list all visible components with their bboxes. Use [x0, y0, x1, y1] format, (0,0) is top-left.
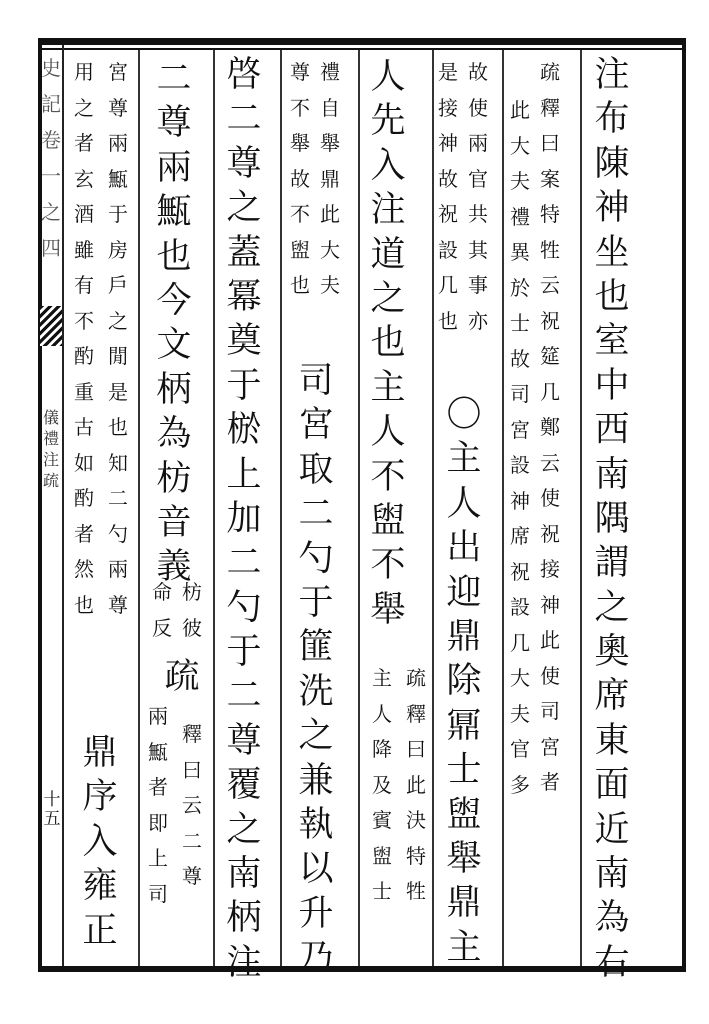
glyph: 兩 [148, 704, 168, 728]
glyph: 雖 [74, 237, 94, 262]
glyph: 釋 [182, 722, 202, 746]
glyph: 官 [510, 737, 530, 761]
glyph: 盥 [446, 794, 482, 835]
glyph: 鼎 [82, 733, 118, 773]
glyph: 枋 [156, 458, 192, 499]
glyph: 接 [540, 557, 560, 581]
glyph: 舉 [290, 131, 310, 155]
commentary-line [106, 62, 130, 630]
glyph: 不 [370, 545, 406, 586]
column-rule [358, 50, 360, 966]
glyph: 也 [156, 236, 192, 277]
glyph: 神 [540, 592, 560, 617]
glyph: 房 [108, 237, 128, 262]
glyph: 盥 [372, 843, 392, 868]
text-column-5 [296, 361, 336, 985]
glyph: 云 [540, 273, 560, 297]
glyph: 即 [148, 810, 168, 835]
column-rule [138, 50, 140, 966]
glyph: 尊 [108, 592, 128, 617]
glyph: 入 [82, 821, 118, 862]
glyph: 夫 [510, 169, 530, 193]
glyph: 近 [594, 809, 630, 850]
glyph: 盥 [370, 500, 406, 541]
glyph: 陳 [594, 143, 630, 184]
book-title [42, 410, 60, 494]
glyph: 啓 [226, 55, 262, 95]
commentary-line [180, 582, 204, 653]
glyph: 南 [226, 854, 262, 895]
commentary-line [180, 724, 204, 902]
glyph: 自 [320, 95, 340, 120]
glyph: 命 [152, 580, 172, 604]
text-column-6 [224, 55, 264, 990]
text-column-8 [80, 733, 120, 958]
glyph: 不 [290, 202, 310, 226]
folio-number [42, 792, 62, 830]
glyph: 司 [540, 699, 560, 723]
glyph: 異 [510, 240, 530, 264]
column-rule [432, 50, 434, 966]
glyph: 賓 [372, 808, 392, 832]
text-column-4 [368, 57, 408, 637]
glyph: 決 [406, 808, 426, 832]
glyph: 面 [594, 765, 630, 806]
glyph: 酌 [74, 486, 94, 510]
glyph: 二 [156, 59, 192, 99]
glyph: 史 [41, 56, 61, 80]
glyph: 祝 [510, 559, 530, 584]
glyph: 祝 [540, 308, 560, 333]
column-rule [502, 50, 504, 966]
glyph: 夫 [510, 701, 530, 726]
glyph: 兩 [108, 557, 128, 581]
glyph: 士 [372, 879, 392, 903]
glyph: 用 [74, 60, 94, 84]
glyph: 鼎 [446, 883, 482, 924]
glyph: 上 [148, 846, 168, 870]
glyph: 南 [594, 454, 630, 495]
glyph: 之 [298, 716, 334, 757]
glyph: 隅 [594, 498, 630, 539]
glyph: 席 [594, 676, 630, 717]
glyph: 道 [370, 234, 406, 275]
text-column-3 [444, 395, 484, 975]
glyph: 人 [446, 483, 482, 524]
glyph: 之 [370, 278, 406, 319]
glyph: 人 [372, 701, 392, 726]
glyph: 鼏 [446, 705, 482, 746]
glyph: 特 [540, 202, 560, 226]
glyph: 注 [42, 450, 59, 469]
glyph: 然 [74, 557, 94, 581]
glyph: 中 [594, 365, 630, 406]
glyph: 覆 [226, 765, 262, 806]
glyph: 司 [510, 382, 530, 406]
glyph: 盥 [290, 237, 310, 262]
glyph: 謂 [594, 543, 630, 584]
glyph: 兼 [298, 760, 334, 801]
glyph: 尊 [290, 60, 310, 84]
commentary-line [404, 668, 428, 917]
commentary-line [150, 582, 174, 653]
glyph: 五 [43, 809, 61, 829]
glyph: 司 [148, 881, 168, 906]
glyph: 之 [226, 188, 262, 229]
glyph: 多 [510, 772, 530, 797]
glyph: 司 [298, 361, 334, 401]
frame-right-border [682, 38, 686, 972]
glyph: 尊 [226, 720, 262, 761]
glyph: 一 [41, 164, 61, 188]
glyph: 入 [370, 145, 406, 186]
glyph: 者 [74, 521, 94, 546]
glyph: 蓋 [226, 232, 262, 273]
glyph: 雍 [82, 866, 118, 907]
glyph: 鼎 [446, 616, 482, 657]
glyph: 疏 [406, 666, 426, 690]
glyph: 音 [156, 502, 192, 543]
glyph: 出 [446, 528, 482, 569]
glyph: 于 [226, 632, 262, 673]
glyph: 枋 [182, 580, 202, 604]
glyph: 宮 [510, 417, 530, 442]
glyph: 設 [510, 453, 530, 477]
glyph: 古 [74, 415, 94, 439]
glyph: 設 [438, 237, 458, 262]
glyph: 宮 [540, 734, 560, 759]
glyph: 二 [226, 676, 262, 717]
glyph: 南 [594, 854, 630, 895]
glyph: 二 [226, 543, 262, 584]
glyph: 以 [298, 849, 334, 890]
frame-top-border [38, 38, 686, 45]
glyph: 甒 [148, 739, 168, 764]
glyph: 大 [510, 133, 530, 158]
glyph: 也 [290, 273, 310, 297]
glyph: 有 [74, 273, 94, 297]
glyph: 人 [370, 57, 406, 97]
glyph: 為 [156, 414, 192, 455]
glyph: 取 [298, 449, 334, 490]
glyph: 義 [156, 547, 192, 588]
glyph: 兩 [468, 131, 488, 155]
glyph: 二 [108, 486, 128, 510]
glyph: 于 [298, 582, 334, 623]
glyph: 者 [74, 131, 94, 155]
glyph: 之 [74, 95, 94, 120]
glyph: 此 [540, 628, 560, 652]
frame-bottom-border [38, 966, 686, 972]
glyph: 也 [370, 323, 406, 364]
glyph: 奧 [594, 632, 630, 673]
glyph: 其 [468, 237, 488, 262]
glyph: 疏 [540, 60, 560, 84]
glyph: 此 [510, 98, 530, 122]
glyph: 大 [320, 237, 340, 262]
glyph: 宮 [298, 405, 334, 446]
glyph: 神 [510, 488, 530, 513]
glyph: 鼎 [320, 166, 340, 191]
glyph: 洗 [298, 671, 334, 712]
text-column-1 [592, 55, 632, 990]
glyph: 舉 [370, 589, 406, 630]
glyph: 酒 [74, 202, 94, 226]
glyph: 二 [226, 99, 262, 140]
commentary-line [146, 706, 170, 919]
glyph: 主 [372, 666, 392, 690]
glyph: 於 [510, 275, 530, 300]
commentary-line [318, 62, 342, 311]
glyph: 坐 [594, 232, 630, 273]
glyph: 故 [510, 346, 530, 371]
glyph: 此 [406, 772, 426, 797]
frame-top-inner-border [38, 48, 686, 50]
glyph: 篚 [298, 627, 334, 668]
glyph: 之 [226, 809, 262, 850]
glyph: 也 [108, 415, 128, 439]
glyph: 之 [41, 200, 61, 224]
glyph: 注 [594, 55, 630, 95]
glyph: 尊 [182, 864, 202, 888]
commentary-marker [162, 657, 202, 704]
glyph: 疏 [164, 657, 200, 697]
glyph: 二 [182, 828, 202, 853]
glyph: 冪 [226, 276, 262, 317]
glyph: 記 [41, 92, 61, 116]
commentary-line [436, 62, 460, 346]
glyph: 不 [74, 308, 94, 333]
glyph: 士 [446, 750, 482, 791]
glyph: 云 [540, 450, 560, 475]
glyph: 神 [594, 188, 630, 229]
glyph: 接 [438, 95, 458, 120]
glyph: 甒 [156, 192, 192, 233]
glyph: 玄 [74, 166, 94, 191]
glyph: 此 [320, 202, 340, 226]
glyph: 為 [594, 898, 630, 939]
glyph: 者 [148, 775, 168, 799]
glyph: 勺 [298, 538, 334, 579]
glyph: 祝 [438, 202, 458, 226]
glyph: 迎 [446, 572, 482, 613]
glyph: 尊 [226, 143, 262, 184]
glyph: 注 [370, 190, 406, 231]
glyph: 序 [82, 777, 118, 818]
glyph: 西 [594, 410, 630, 451]
glyph: 宮 [108, 60, 128, 84]
glyph: 席 [510, 524, 530, 548]
gutter-fishtail-mark [40, 306, 62, 346]
glyph: 主 [370, 367, 406, 408]
glyph: 也 [594, 276, 630, 317]
glyph: 文 [156, 325, 192, 366]
glyph: 也 [438, 308, 458, 333]
glyph: 曰 [182, 757, 202, 782]
commentary-line [288, 62, 312, 311]
glyph: 几 [510, 630, 530, 655]
glyph: 布 [594, 99, 630, 140]
glyph: 疏 [42, 471, 59, 490]
glyph: 主 [446, 439, 482, 480]
glyph: 亦 [468, 308, 488, 333]
text-column-7 [154, 59, 194, 595]
glyph: 鄭 [540, 415, 560, 439]
glyph: 降 [372, 737, 392, 761]
glyph: 官 [468, 166, 488, 191]
glyph: 也 [74, 592, 94, 617]
glyph: 乃 [298, 938, 334, 979]
column-rule [213, 50, 215, 966]
glyph: 兩 [156, 147, 192, 188]
glyph: 右 [594, 942, 630, 983]
glyph: 卷 [41, 128, 61, 152]
glyph: 不 [370, 456, 406, 497]
glyph: 禮 [320, 60, 340, 84]
glyph: 筵 [540, 344, 560, 368]
glyph: 尊 [108, 95, 128, 120]
column-rule [580, 50, 582, 966]
commentary-line [72, 62, 96, 630]
glyph: 正 [82, 910, 118, 951]
glyph: 注 [226, 942, 262, 983]
glyph: 先 [370, 101, 406, 142]
glyph: 使 [540, 663, 560, 688]
glyph: 勺 [226, 587, 262, 628]
commentary-line [538, 62, 562, 808]
glyph: 祝 [540, 521, 560, 546]
glyph: 四 [41, 236, 61, 260]
glyph: 禮 [510, 204, 530, 229]
glyph: 室 [594, 321, 630, 362]
glyph: 牲 [406, 879, 426, 903]
glyph: 閒 [108, 344, 128, 368]
glyph: 設 [510, 595, 530, 619]
glyph: 事 [468, 273, 488, 297]
glyph: 禮 [42, 429, 59, 448]
commentary-line [508, 100, 532, 810]
glyph: 柄 [226, 898, 262, 939]
glyph: 牲 [540, 237, 560, 262]
commentary-line [370, 668, 394, 917]
glyph: 酌 [74, 344, 94, 368]
glyph: 士 [510, 311, 530, 335]
glyph: 故 [438, 166, 458, 191]
glyph: 使 [540, 486, 560, 510]
glyph: 兩 [108, 131, 128, 155]
gutter-header [40, 58, 62, 274]
glyph: 舉 [320, 131, 340, 155]
glyph: 彼 [182, 615, 202, 640]
glyph: 主 [446, 927, 482, 968]
glyph: 大 [510, 666, 530, 690]
glyph: 戶 [108, 273, 128, 297]
glyph: 之 [594, 587, 630, 628]
glyph: 曰 [540, 131, 560, 155]
glyph: 甒 [108, 166, 128, 191]
glyph: 奠 [226, 321, 262, 362]
glyph: 于 [108, 202, 128, 226]
glyph: 云 [182, 793, 202, 817]
glyph: 神 [438, 131, 458, 155]
glyph: 者 [540, 770, 560, 794]
glyph: 特 [406, 843, 426, 868]
glyph: 重 [74, 379, 94, 404]
glyph: 夫 [320, 273, 340, 297]
glyph: 棜 [226, 410, 262, 451]
glyph: 曰 [406, 737, 426, 761]
glyph: 升 [298, 893, 334, 934]
glyph: 及 [372, 772, 392, 797]
glyph: 二 [298, 494, 334, 535]
glyph: 几 [438, 273, 458, 297]
glyph: 釋 [540, 95, 560, 120]
glyph: 反 [152, 615, 172, 640]
glyph: 除 [446, 661, 482, 702]
glyph: 于 [226, 365, 262, 406]
glyph: 之 [108, 308, 128, 333]
glyph: 几 [540, 379, 560, 404]
glyph: 東 [594, 720, 630, 761]
glyph: 知 [108, 450, 128, 475]
glyph: 加 [226, 498, 262, 539]
glyph: 使 [468, 95, 488, 120]
glyph: 是 [438, 60, 458, 84]
glyph: 不 [290, 95, 310, 120]
glyph: 共 [468, 202, 488, 226]
column-rule [280, 50, 282, 966]
commentary-line [466, 62, 490, 346]
glyph: 如 [74, 450, 94, 475]
glyph: 今 [156, 280, 192, 321]
glyph: 人 [370, 412, 406, 453]
glyph: 十 [43, 790, 61, 810]
glyph: 上 [226, 454, 262, 495]
glyph: 勺 [108, 521, 128, 546]
glyph: 尊 [156, 103, 192, 144]
glyph: 故 [468, 60, 488, 84]
gutter-divider [62, 45, 64, 966]
glyph: 案 [540, 166, 560, 191]
glyph: 是 [108, 379, 128, 404]
glyph: 舉 [446, 838, 482, 879]
glyph: 釋 [406, 701, 426, 726]
glyph: 執 [298, 804, 334, 845]
glyph: 〇 [446, 395, 482, 435]
glyph: 故 [290, 166, 310, 191]
glyph: 柄 [156, 369, 192, 410]
glyph: 儀 [42, 408, 59, 427]
